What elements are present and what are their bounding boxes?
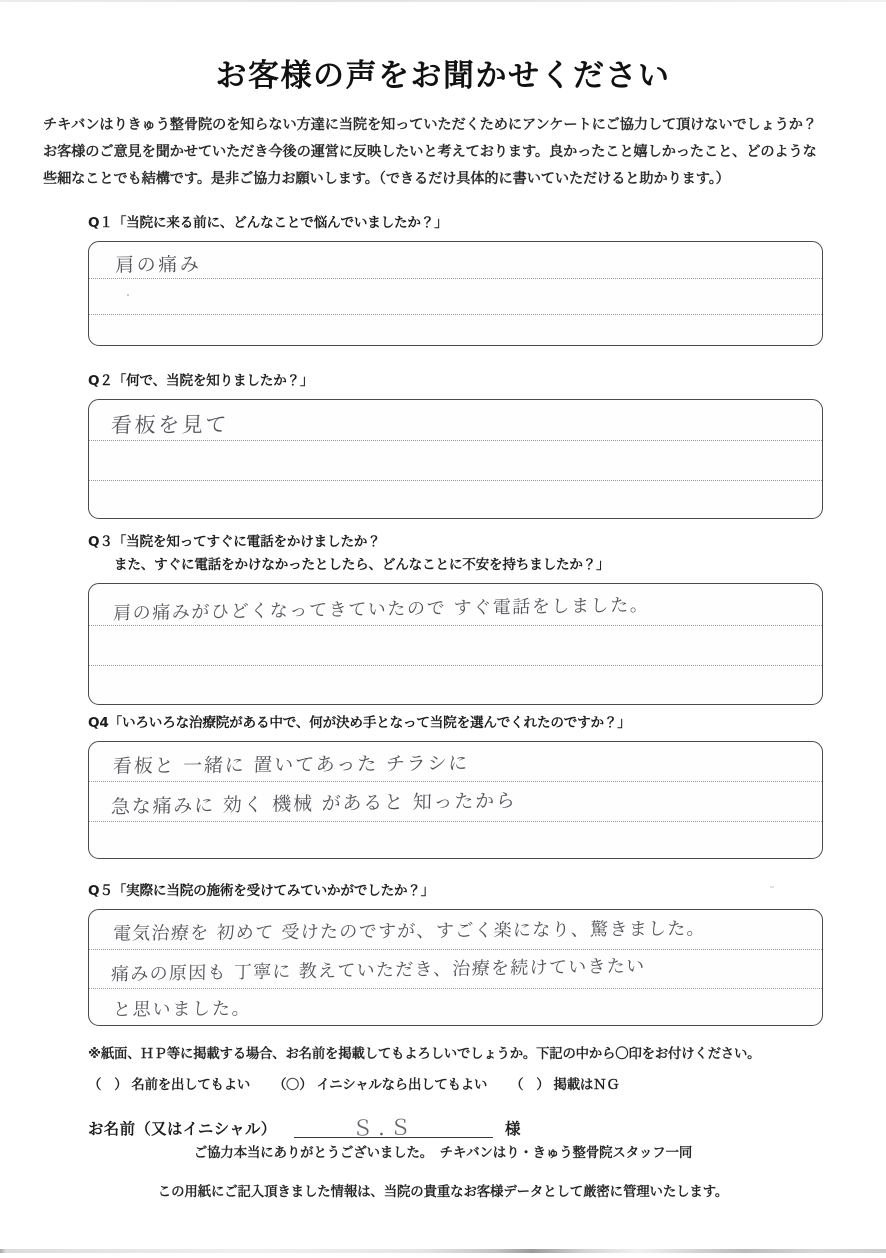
question-label-q1: Q１「当院に来る前に、どんなことで悩んでいましたか？」 (88, 215, 448, 231)
handwritten-answer-line: 肩の痛みがひどくなってきていたので すぐ電話をしました。 (112, 594, 650, 625)
handwritten-answer-line: 電気治療を 初めて 受けたのですが、すごく楽になり、驚きました。 (112, 918, 707, 945)
answer-box-q1[interactable] (88, 241, 823, 346)
question-label-q5: Q５「実際に当院の施術を受けてみていかがでしたか？」 (88, 883, 435, 899)
question-block-q5 (88, 880, 823, 1026)
answer-rule (89, 314, 822, 315)
answer-rule (89, 278, 822, 279)
intro-line-1: チキバンはりきゅう整骨院のを知らない方達に当院を知っていただくためにアンケートにご協力して頂けないでしょうか？ (43, 117, 817, 133)
scan-speck (300, 170, 303, 171)
question-block-q3 (88, 531, 823, 705)
question-block-q1 (88, 212, 823, 346)
consent-option-label: 掲載はＮＧ (553, 1078, 620, 1093)
publish-consent-note: ※紙面、ＨＰ等に掲載する場合、お名前を掲載してもよろしいでしょうか。下記の中から〇印をお付けください。 (88, 1047, 761, 1062)
answer-box-q4[interactable] (88, 741, 823, 859)
consent-option-label: イニシャルなら出してもよい (316, 1078, 488, 1093)
answer-box-q5[interactable] (88, 909, 823, 1026)
question-block-q4 (88, 712, 823, 859)
answer-rule (89, 440, 822, 441)
answer-rule (89, 781, 822, 782)
name-field-label: お名前（又はイニシャル） (88, 1120, 277, 1138)
consent-option-no-publish[interactable]: （ ） 掲載はＮＧ (510, 1078, 620, 1093)
intro-paragraph (43, 112, 849, 193)
name-field-suffix: 様 (505, 1120, 521, 1138)
handwritten-answer-line: 肩の痛み (114, 253, 202, 277)
question-label-q3-line2: また、すぐに電話をかけなかったとしたら、どんなことに不安を持ちましたか？」 (114, 557, 610, 573)
answer-box-q2[interactable] (88, 399, 823, 519)
answer-box-q3[interactable] (88, 583, 823, 705)
handwritten-answer-line: 看板を見て (110, 412, 230, 438)
consent-option-initials-ok[interactable]: （〇） イニシャルなら出してもよい (273, 1078, 487, 1093)
name-row (88, 1101, 848, 1147)
handwritten-answer-line: と思いました。 (112, 998, 252, 1021)
intro-line-3: 些細なことでも結構です。是非ご協力お願いします。（できるだけ具体的に書いていただけると助かります。） (43, 171, 730, 187)
consent-option-label: 名前を出してもよい (131, 1078, 251, 1093)
answer-rule (89, 665, 822, 666)
answer-rule (89, 949, 822, 950)
selected-circle-mark: 〇 (285, 1076, 301, 1094)
answer-rule (89, 988, 822, 989)
question-label-q3-line1: Q３「当院を知ってすぐに電話をかけましたか？ (88, 534, 381, 550)
consent-option-name-ok[interactable]: （ ） 名前を出してもよい (88, 1078, 251, 1093)
handwritten-answer-line: 急な痛みに 効く 機械 があると 知ったから (110, 789, 517, 819)
scan-bottom-edge-artifact (0, 1249, 886, 1253)
question-block-q2 (88, 370, 823, 519)
scan-top-edge-artifact (0, 0, 886, 2)
thanks-message: ご協力本当にありがとうございました。 チキバンはり・きゅう整骨院スタッフ一同 (193, 1146, 693, 1161)
intro-line-2: お客様のご意見を聞かせていただき今後の運営に反映したいと考えております。良かったこと嬉しかったこと、どのような (43, 144, 817, 160)
handwritten-answer-line: 痛みの原因も 丁寧に 教えていただき、治療を続けていきたい (110, 955, 646, 986)
scan-speck (127, 294, 129, 296)
question-label-q4: Q4「いろいろな治療院がある中で、何が決め手となって当院を選んでくれたのですか？」 (88, 715, 631, 731)
answer-rule (89, 625, 822, 626)
name-field-value: Ｓ.Ｓ (351, 1115, 416, 1141)
footer-section (88, 1040, 848, 1147)
answer-rule (89, 480, 822, 481)
privacy-message: この用紙にご記入頂きました情報は、当院の貴重なお客様データとして厳密に管理いたします。 (157, 1185, 729, 1200)
consent-options-row (88, 1070, 848, 1101)
answer-rule (89, 821, 822, 822)
question-label-q2: Q２「何で、当院を知りましたか？」 (88, 373, 314, 389)
page-title: お客様の声をお聞かせください (215, 58, 671, 94)
scan-speck (770, 886, 774, 888)
handwritten-answer-line: 看板と 一緒に 置いてあった チラシに (112, 752, 470, 778)
